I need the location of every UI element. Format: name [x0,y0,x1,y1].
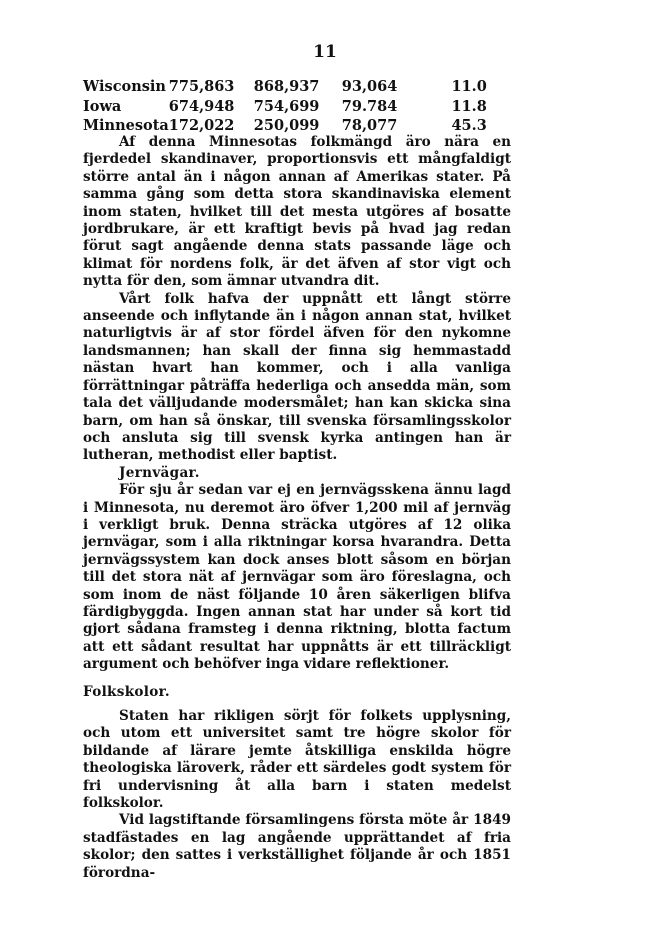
table-row [83,116,487,136]
value-cell: 775,863 [168,78,235,95]
value-cell: 868,937 [253,78,320,95]
table-row [83,77,487,97]
population-table-body [83,77,487,136]
railway-heading: Jernvägar. [119,464,200,481]
law-paragraph: Vid lagstiftande församlingens första möte år 1849 stadfästades en lag angående upprättandet af fria skolor; den sattes i verkställighet följande år och 1851 förordna- [83,812,511,881]
page-body [83,134,511,882]
percent-cell: 45.3 [451,117,487,134]
value-cell: 93,064 [341,78,398,95]
table-row [83,97,487,117]
page-number: 11 [313,42,337,62]
value-cell: 79.784 [341,97,398,115]
state-name-cell: Iowa [83,97,122,115]
population-table [83,77,487,136]
state-name-cell: Wisconsin [83,78,166,95]
value-cell: 754,699 [253,97,320,115]
percent-cell: 11.8 [451,97,487,115]
value-cell: 78,077 [341,117,398,134]
railway-paragraph: För sju år sedan var ej en jernvägsskena ännu lagd i Minnesota, nu deremot äro öfver 1,200 mil af jernväg i verkligt bruk. Denna sträcka utgöres af 12 olika jernvägar, som i alla riktningar korsa hvarandra. Detta jernvägssystem kan dock anses blott såsom en början till det stora nät af jernvägar som äro föreslagna, och som inom de näst följande 10 åren säkerligen blifva färdigbyggda. Ingen annan stat har under så kort tid gjort sådana framsteg i denna riktning, blotta factum att ett sådant resultat har uppnåtts är ett tillräckligt argument och behöfver inga vidare reflektioner. [83,482,511,673]
value-cell: 172,022 [168,117,235,134]
school-paragraph: Staten har rikligen sörjt för folkets upplysning, och utom ett universitet samt tre högre skolor för bildande af lärare jemte åtskilliga enskilda högre theologiska läroverk, råder ett särdeles godt system för fri undervisning åt alla barn i staten medelst folkskolor. [83,708,511,812]
folk-paragraph: Vårt folk hafva der uppnått ett långt större anseende och inflytande än i någon annan stat, hvilket naturligtvis är af stor fördel äfven för den nykomne landsmannen; han skall der finna sig hemmastadd nästan hvart han kommer, och i alla vanliga förrättningar påträffa hederliga och ansedda män, som tala det välljudande modersmålet; han kan skicka sina barn, om han så önskar, till svenska församlingsskolor och ansluta sig till svensk kyrka antingen han är lutheran, methodist eller baptist. [83,290,511,464]
intro-paragraph: Af denna Minnesotas folkmängd äro nära en fjerdedel skandinaver, proportionsvis ett mångfaldigt större antal än i någon annan af Amerikas stater. På samma gång som detta stora skandinaviska element inom staten, hvilket till det mesta utgöres af bosatte jordbrukare, är ett kraftigt bevis på hvad jag redan förut sagt angående denna stats passande läge och klimat för nordens folk, är det äfven af stor vigt och nytta för den, som ämnar utvandra dit. [83,134,511,290]
value-cell: 674,948 [168,97,235,115]
value-cell: 250,099 [253,117,320,134]
school-heading: Folkskolor. [83,683,170,700]
state-name-cell: Minnesota [83,117,169,134]
percent-cell: 11.0 [451,78,487,95]
